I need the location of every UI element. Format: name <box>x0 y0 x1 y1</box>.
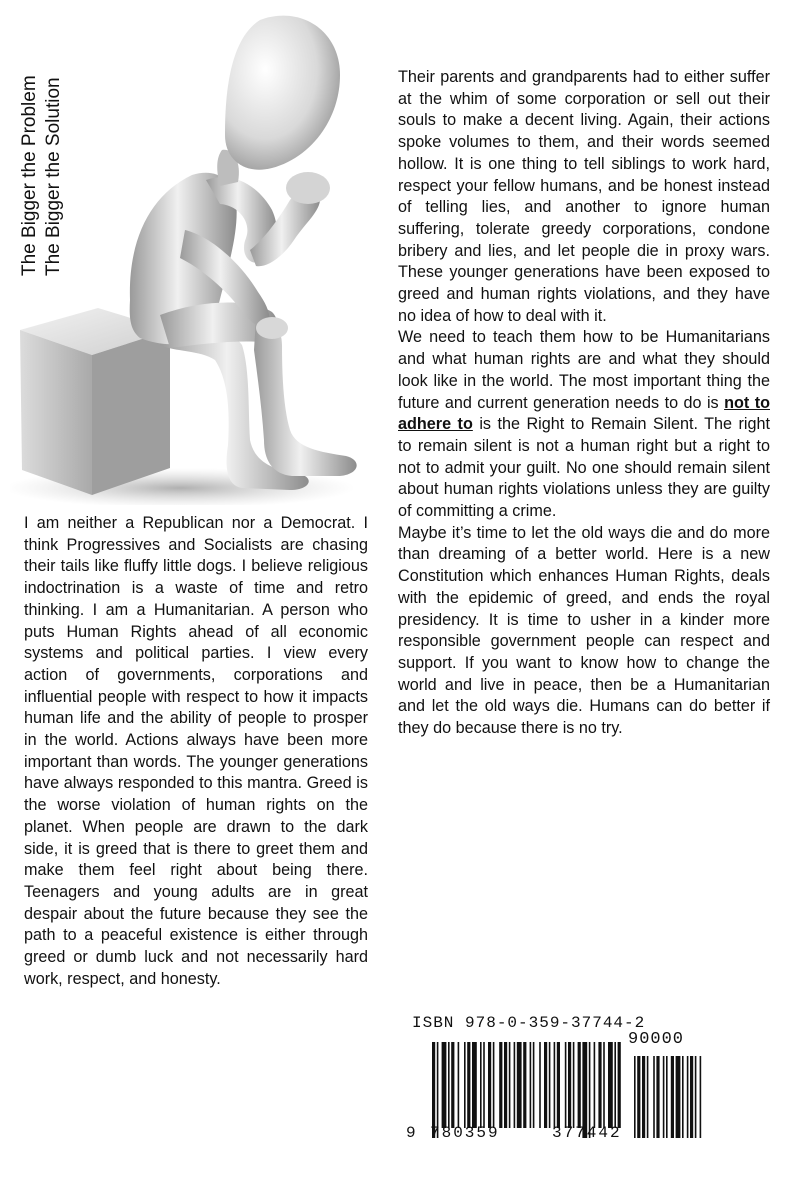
paragraph-2-end: is the Right to Remain Silent. The right to remain silent is not a human right but a right to not to admit your guilt. No one should remain silent about human rights violations unless they are guilty of committing a crime. <box>398 415 770 521</box>
barcode-digit-first: 9 <box>406 1124 416 1142</box>
emphasis-not-to-adhere: not to adhere to <box>398 393 770 434</box>
right-column <box>398 67 770 740</box>
isbn-label: ISBN 978-0-359-37744-2 <box>412 1014 646 1032</box>
right-paragraph-1: Their parents and grandparents had to either suffer at the whim of some corporation or sell out their souls to make a decent living. Again, their actions spoke volumes to them, and their words seemed hollow. It is one thing to tell siblings to work hard, respect your fellow humans, and be honest instead of telling lies, and another to ignore human suffering, tolerate greedy corporations, condone bribery and lies, and let people die in proxy wars. These younger generations have been exposed to greed and human rights violations, and they have no idea of how to deal with it. <box>398 68 770 325</box>
vertical-title-solution: The Bigger the Solution <box>43 77 64 276</box>
barcode-digits-left: 780359 <box>430 1124 500 1142</box>
vertical-title-problem: The Bigger the Problem <box>19 75 40 276</box>
thinker-figure-icon <box>10 0 382 505</box>
barcode-digits-right: 377442 <box>552 1124 622 1142</box>
paragraph-2-start: We need to teach them how to be Humanitarians and what human rights are and what they should look like in the world. The most important thing the future and current generation needs to do is <box>398 328 770 412</box>
right-paragraph-2 <box>398 327 770 522</box>
price-code: 90000 <box>628 1030 685 1049</box>
left-column <box>24 513 368 990</box>
left-column-paragraph: I am neither a Republican nor a Democrat. I think Progressives and Socialists are chasing their tails like fluffy little dogs. I believe religious indoctrination is a waste of time and retro thinking. I am a Humanitarian. A person who puts Human Rights ahead of all economic systems and political parties. I view every action of governments, corporations and influential people with respect to how it impacts human life and the ability of people to prosper in the world. Actions always have been more important than words. The younger generations have always responded to this mantra. Greed is the worse violation of human rights on the planet. When people are drawn to the dark side, it is greed that is there to greet them and make them feel right about being there. Teenagers and young adults are in great despair about the future because they see the path to a peaceful existence is either through greed or dumb luck and not necessarily hard work, respect, and honesty. <box>24 514 368 988</box>
right-paragraph-3: Maybe it’s time to let the old ways die and do more than dreaming of a better world. Here is a new Constitution which enhances Human Rights, deals with the epidemic of greed, and ends the royal presidency. It is time to usher in a kinder more responsible government people can respect and support. If you want to know how to change the world and live in peace, then be a Humanitarian and let the old ways die. Humans can do better if they do because there is no try. <box>398 523 770 738</box>
